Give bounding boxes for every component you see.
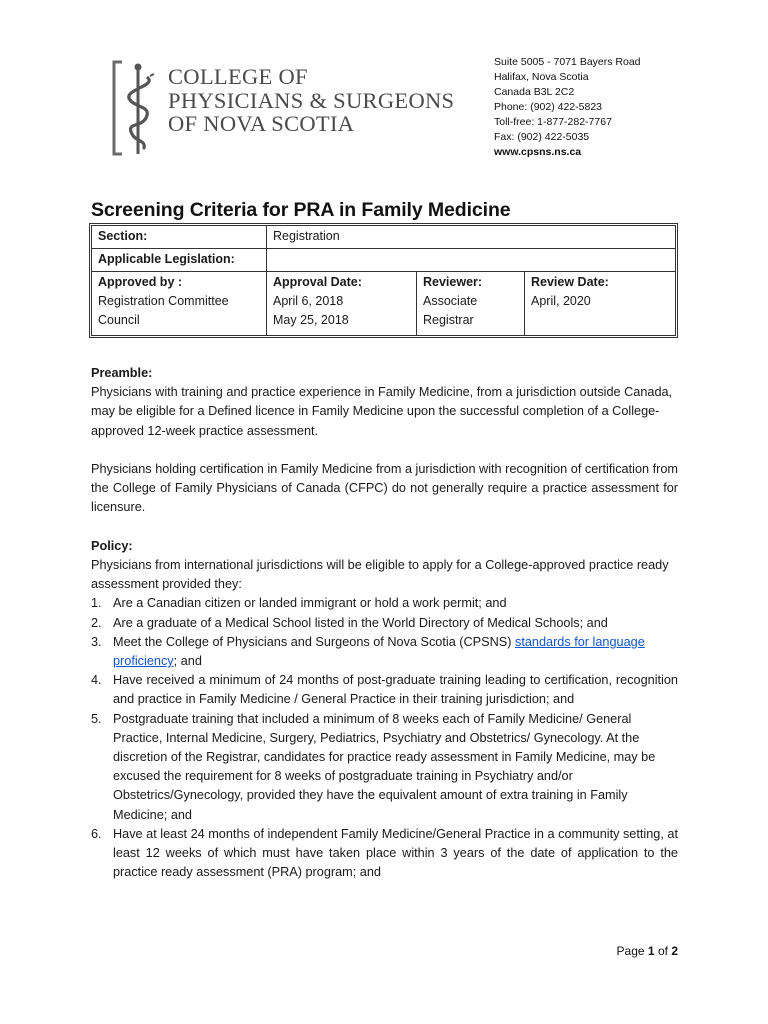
review-date-value: April, 2020	[531, 294, 591, 308]
preamble-paragraph: Physicians with training and practice experience in Family Medicine, from a jurisdiction outside Canada, may be eligible for a Defined licence in Family Medicine upon the successful completion of a College-approved 12-week practice assessment.	[91, 385, 673, 438]
reviewer-label: Reviewer:	[423, 275, 483, 289]
org-name-line: COLLEGE OF	[168, 64, 308, 89]
list-text: Have received a minimum of 24 months of post-graduate training leading to certification, recognition and practice in Family Medicine / General Practice in their training jurisdiction; and	[113, 673, 678, 707]
list-text: Meet the College of Physicians and Surgeons of Nova Scotia (CPSNS)	[113, 634, 515, 649]
list-item	[91, 825, 678, 883]
address-block	[494, 55, 641, 160]
list-item	[91, 594, 678, 613]
list-text: Are a Canadian citizen or landed immigrant or hold a work permit; and	[113, 596, 507, 611]
cpsns-logo	[108, 58, 455, 158]
list-text: Have at least 24 months of independent Family Medicine/General Practice in a community setting, at least 12 weeks of which must have taken place within 3 years of the date of application to the practice ready assessment (PRA) program; and	[113, 826, 678, 880]
criteria-list	[91, 594, 678, 882]
current-page: 1	[647, 944, 655, 958]
page-word: Page	[616, 944, 645, 958]
approval-date-cell	[266, 272, 416, 335]
reviewer-value: Associate	[423, 294, 478, 308]
document-body	[91, 364, 678, 882]
section-label: Section:	[98, 229, 148, 243]
policy-info-table	[89, 223, 678, 338]
document-title: Screening Criteria for PRA in Family Medicine	[91, 199, 511, 221]
of-word: of	[657, 944, 668, 958]
approved-by-cell	[92, 272, 266, 335]
list-text: ; and	[173, 654, 202, 669]
total-pages: 2	[671, 944, 678, 958]
address-line: Suite 5005 - 7071 Bayers Road	[494, 56, 641, 68]
preamble-paragraph: Physicians holding certification in Family Medicine from a jurisdiction with recognition of certification from the College of Family Physicians of Canada (CFPC) do not generally require a practice assessment for licensure.	[91, 462, 678, 515]
fax: Fax: (902) 422-5035	[494, 131, 590, 143]
phone: Phone: (902) 422-5823	[494, 101, 602, 113]
list-number: 4.	[91, 673, 102, 688]
language-proficiency-link[interactable]: standards for language proficiency	[113, 634, 645, 669]
list-item	[91, 710, 678, 825]
list-item	[91, 614, 678, 633]
list-item	[91, 633, 678, 671]
list-text: Postgraduate training that included a minimum of 8 weeks each of Family Medicine/ General Practice, Internal Medicine, Surgery, Pediatrics, Psychiatry and Obstetrics/ Gynecology. At the discretion of the Registrar, candidates for practice ready assessment in Family Medicine, may be excused the requirement for 8 weeks of postgraduate training in Psychiatry and/or Obstetrics/Gynecology, provided they have the equivalent amount of extra training in Family Medicine; and	[113, 711, 656, 822]
reviewer-cell	[416, 272, 524, 335]
list-number: 1.	[91, 596, 102, 611]
list-number: 2.	[91, 615, 102, 630]
org-name-line: OF NOVA SCOTIA	[168, 111, 355, 136]
legislation-label: Applicable Legislation:	[98, 252, 235, 266]
preamble-heading: Preamble:	[91, 366, 153, 380]
caduceus-icon	[108, 58, 168, 158]
address-line: Canada B3L 2C2	[494, 86, 575, 98]
approval-date-value: May 25, 2018	[273, 313, 349, 327]
review-date-cell	[524, 272, 675, 335]
address-line: Halifax, Nova Scotia	[494, 71, 589, 83]
table-row-legislation	[92, 248, 675, 271]
approval-date-label: Approval Date:	[273, 275, 362, 289]
list-number: 5.	[91, 711, 102, 726]
approved-by-value: Registration Committee	[98, 294, 229, 308]
toll-free: Toll-free: 1-877-282-7767	[494, 116, 612, 128]
policy-intro: Physicians from international jurisdictions will be eligible to apply for a College-approved practice ready assessment provided they:	[91, 558, 669, 592]
org-name-line: PHYSICIANS & SURGEONS	[168, 87, 455, 113]
table-row-approval	[92, 271, 675, 335]
table-row-section	[92, 226, 675, 248]
list-number: 3.	[91, 634, 102, 649]
review-date-label: Review Date:	[531, 275, 609, 289]
org-name	[168, 65, 454, 136]
website-link[interactable]: www.cpsns.ns.ca	[494, 146, 582, 158]
approved-by-label: Approved by :	[98, 275, 183, 289]
list-item	[91, 671, 678, 709]
approval-date-value: April 6, 2018	[273, 294, 344, 308]
legislation-value	[266, 249, 675, 271]
reviewer-value: Registrar	[423, 313, 474, 327]
approved-by-value: Council	[98, 313, 140, 327]
policy-heading: Policy:	[91, 538, 133, 553]
page-number	[617, 944, 678, 958]
list-text: Are a graduate of a Medical School listed in the World Directory of Medical Schools; and	[113, 615, 608, 630]
section-value: Registration	[266, 226, 675, 248]
list-number: 6.	[91, 826, 102, 841]
